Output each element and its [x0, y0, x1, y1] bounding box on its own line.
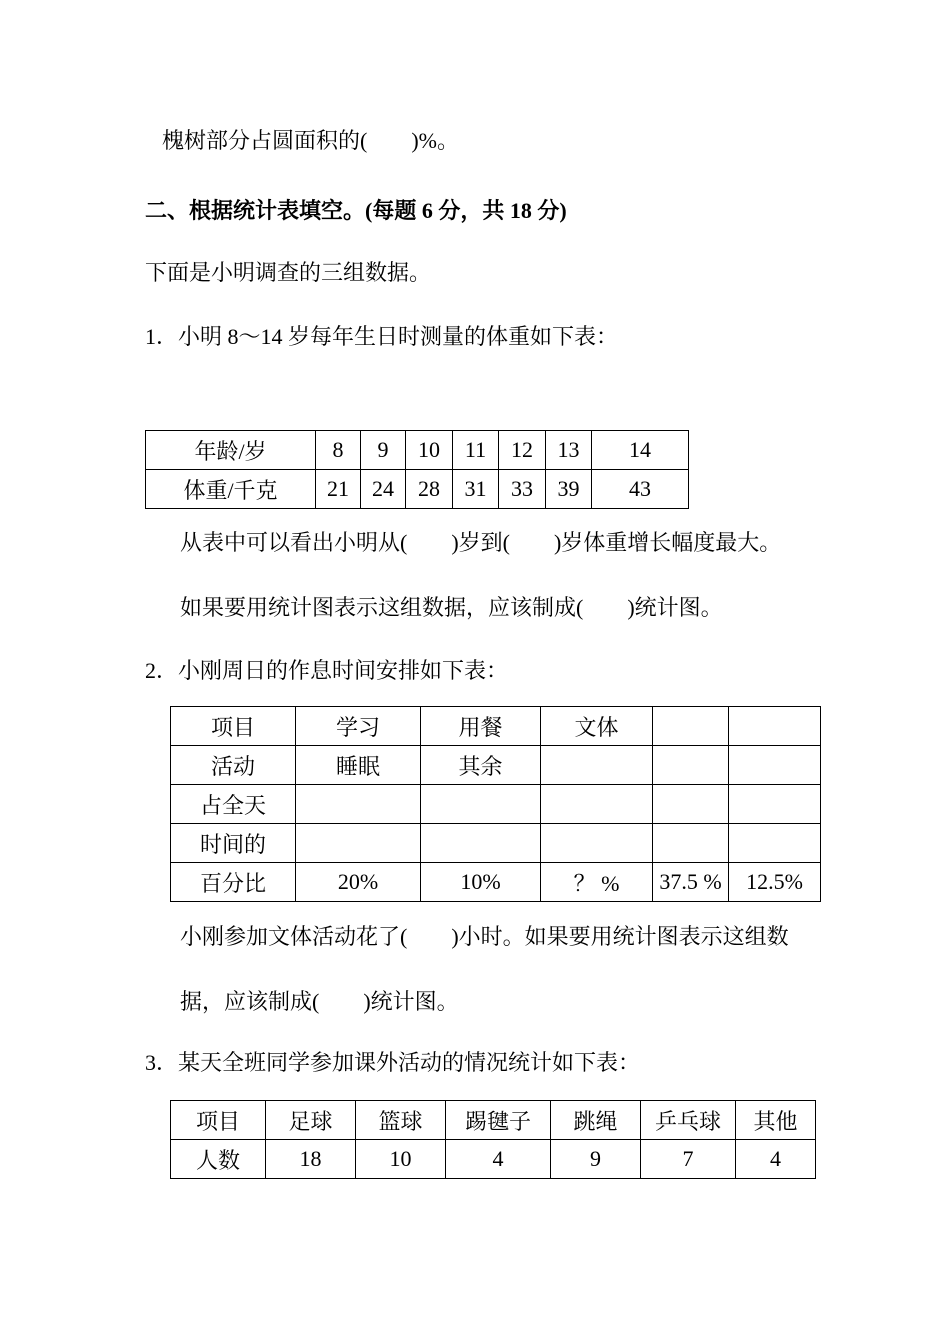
table-cell: 占全天	[171, 785, 296, 824]
table-cell: 9	[551, 1140, 641, 1179]
table-cell	[296, 824, 421, 863]
table-row	[171, 1101, 816, 1140]
question-3-prompt: 3．某天全班同学参加课外活动的情况统计如下表：	[145, 1050, 641, 1075]
q2-fill-blank-line-1: 小刚参加文体活动花了( )小时。如果要用统计图表示这组数	[180, 924, 789, 949]
table-cell: 项目	[171, 707, 296, 746]
table-cell: 43	[592, 470, 689, 509]
table-cell	[421, 824, 541, 863]
table-cell: 28	[406, 470, 453, 509]
table-cell: 33	[499, 470, 546, 509]
q1-age-weight-table	[145, 430, 689, 509]
table-cell: 百分比	[171, 863, 296, 902]
table-cell: 年龄/岁	[146, 431, 316, 470]
table-cell: 10	[356, 1140, 446, 1179]
table-cell: 9	[361, 431, 406, 470]
table-row	[146, 431, 689, 470]
table-cell: 37.5 %	[653, 863, 729, 902]
section-title: 二、根据统计表填空。(每题 6 分，共 18 分)	[145, 198, 567, 223]
table-cell: 文体	[541, 707, 653, 746]
table-cell	[541, 746, 653, 785]
table-cell: 活动	[171, 746, 296, 785]
table-cell: 24	[361, 470, 406, 509]
table-cell: 12	[499, 431, 546, 470]
table-cell: 踢毽子	[446, 1101, 551, 1140]
q1-fill-blank-line-2: 如果要用统计图表示这组数据，应该制成( )统计图。	[180, 595, 723, 620]
table-cell: 体重/千克	[146, 470, 316, 509]
table-cell: 21	[316, 470, 361, 509]
table-cell	[653, 707, 729, 746]
table-cell: 20%	[296, 863, 421, 902]
table-cell: 8	[316, 431, 361, 470]
table-cell: 39	[546, 470, 592, 509]
table-row	[171, 824, 821, 863]
table-row	[171, 1140, 816, 1179]
q2-fill-blank-line-2: 据，应该制成( )统计图。	[180, 989, 459, 1014]
table-cell: 学习	[296, 707, 421, 746]
table-cell: 13	[546, 431, 592, 470]
table-cell: 篮球	[356, 1101, 446, 1140]
table-cell: 10%	[421, 863, 541, 902]
table-cell	[653, 746, 729, 785]
table-cell	[653, 824, 729, 863]
table-cell	[729, 746, 821, 785]
table-cell: 14	[592, 431, 689, 470]
table-cell: 其余	[421, 746, 541, 785]
question-2-prompt: 2．小刚周日的作息时间安排如下表：	[145, 658, 509, 683]
table-cell: 12.5%	[729, 863, 821, 902]
question-1-prompt: 1．小明 8～14 岁每年生日时测量的体重如下表：	[145, 324, 619, 349]
table-cell: 睡眠	[296, 746, 421, 785]
q1-fill-blank-line-1: 从表中可以看出小明从( )岁到( )岁体重增长幅度最大。	[180, 530, 782, 555]
table-cell: 乒乓球	[641, 1101, 736, 1140]
table-cell: 7	[641, 1140, 736, 1179]
table-cell: 人数	[171, 1140, 266, 1179]
q2-schedule-table	[170, 706, 821, 902]
table-row	[171, 863, 821, 902]
table-cell: 足球	[266, 1101, 356, 1140]
table-cell	[541, 785, 653, 824]
table-cell: 4	[736, 1140, 816, 1179]
table-cell: 10	[406, 431, 453, 470]
table-cell	[653, 785, 729, 824]
table-cell	[541, 824, 653, 863]
table-row	[146, 470, 689, 509]
q3-activity-table	[170, 1100, 816, 1179]
table-cell: 跳绳	[551, 1101, 641, 1140]
table-cell: 时间的	[171, 824, 296, 863]
table-cell	[729, 785, 821, 824]
table-row	[171, 746, 821, 785]
table-cell: 31	[453, 470, 499, 509]
table-cell	[296, 785, 421, 824]
table-cell	[729, 824, 821, 863]
table-cell: ？ %	[541, 863, 653, 902]
table-cell: 18	[266, 1140, 356, 1179]
table-row	[171, 707, 821, 746]
table-cell	[729, 707, 821, 746]
table-cell: 项目	[171, 1101, 266, 1140]
table-cell	[421, 785, 541, 824]
fill-blank-line-huaishu: 槐树部分占圆面积的( )%。	[162, 128, 459, 153]
table-cell: 11	[453, 431, 499, 470]
table-cell: 用餐	[421, 707, 541, 746]
table-cell: 其他	[736, 1101, 816, 1140]
table-cell: 4	[446, 1140, 551, 1179]
table-row	[171, 785, 821, 824]
intro-line: 下面是小明调查的三组数据。	[145, 260, 432, 285]
